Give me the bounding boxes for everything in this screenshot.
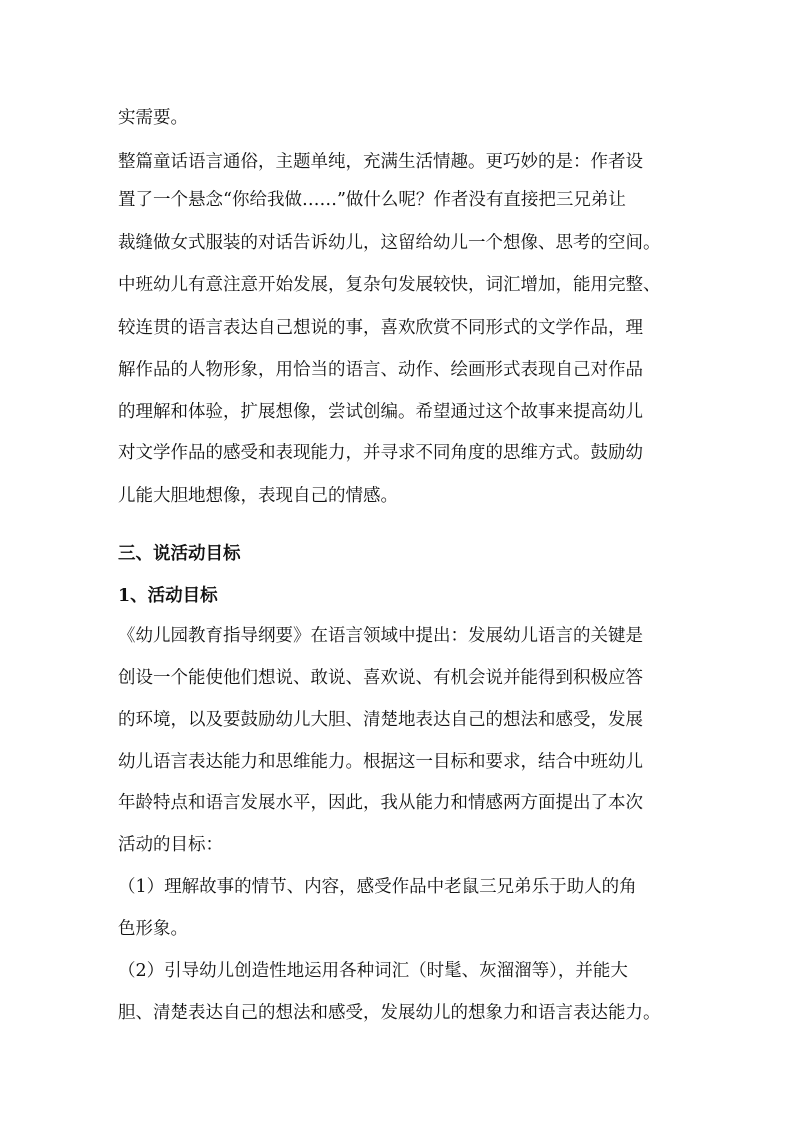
paragraph-line: 整篇童话语言通俗，主题单纯，充满生活情趣。更巧妙的是：作者设 [118, 152, 643, 172]
paragraph-line: 实需要。 [118, 108, 188, 128]
paragraph-line: 幼儿语言表达能力和思维能力。根据这一目标和要求，结合中班幼儿 [118, 752, 643, 772]
paragraph-line: 年龄特点和语言发展水平，因此，我从能力和情感两方面提出了本次 [118, 793, 643, 813]
paragraph-line: 较连贯的语言表达自己想说的事，喜欢欣赏不同形式的文学作品，理 [118, 318, 643, 338]
paragraph-line: 的理解和体验，扩展想像，尝试创编。希望通过这个故事来提高幼儿 [118, 402, 643, 422]
paragraph-line: 中班幼儿有意注意开始发展，复杂句发展较快，词汇增加，能用完整、 [118, 275, 661, 295]
paragraph-line: 置了一个悬念“你给我做……”做什么呢？作者没有直接把三兄弟让 [118, 190, 626, 210]
paragraph-line: 活动的目标： [118, 835, 223, 855]
paragraph-line: 裁缝做女式服装的对话告诉幼儿，这留给幼儿一个想像、思考的空间。 [118, 233, 661, 253]
paragraph-line: 儿能大胆地想像，表现自己的情感。 [118, 486, 398, 506]
list-item-line: （2）引导幼儿创造性地运用各种词汇（时髦、灰溜溜等），并能大 [118, 961, 628, 981]
paragraph-line: 《幼儿园教育指导纲要》在语言领域中提出：发展幼儿语言的关键是 [118, 626, 643, 646]
list-item-line: 色形象。 [118, 919, 188, 939]
list-item-line: （1）理解故事的情节、内容，感受作品中老鼠三兄弟乐于助人的角 [118, 877, 637, 897]
paragraph-line: 创设一个能使他们想说、敢说、喜欢说、有机会说并能得到积极应答 [118, 668, 643, 688]
paragraph-line: 解作品的人物形象，用恰当的语言、动作、绘画形式表现自己对作品 [118, 360, 643, 380]
subsection-heading: 1、活动目标 [118, 586, 218, 606]
paragraph-line: 对文学作品的感受和表现能力，并寻求不同角度的思维方式。鼓励幼 [118, 443, 643, 463]
section-heading: 三、说活动目标 [118, 544, 241, 564]
paragraph-line: 的环境，以及要鼓励幼儿大胆、清楚地表达自己的想法和感受，发展 [118, 710, 643, 730]
list-item-line: 胆、清楚表达自己的想法和感受，发展幼儿的想象力和语言表达能力。 [118, 1003, 661, 1023]
